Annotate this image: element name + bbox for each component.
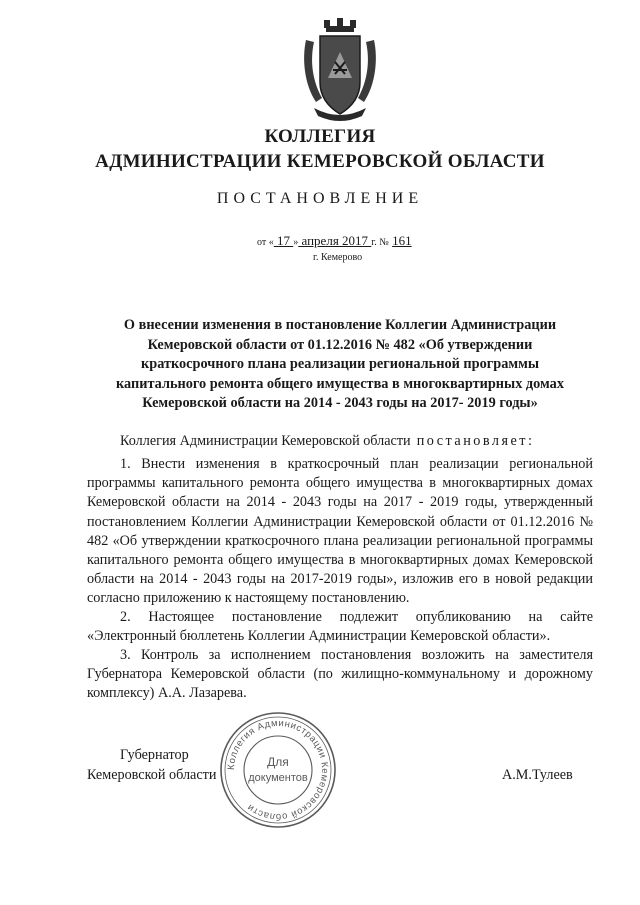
date-day: 17	[273, 233, 294, 248]
preamble	[87, 432, 593, 451]
item-2	[87, 608, 593, 646]
official-seal	[218, 710, 338, 830]
item-3-text: 3. Контроль за исполнением постановления возложить на заместителя Губернатора Кемеровской области (по жилищно-коммунальному и дорожному комплексу) А.А. Лазарева.	[87, 647, 593, 702]
svg-text:Коллегия Администрации Кемеров	[226, 718, 330, 822]
seal-center-line2: документов	[248, 772, 308, 784]
org-name-line2: АДМИНИСТРАЦИИ КЕМЕРОВСКОЙ ОБЛАСТИ	[95, 151, 545, 172]
item-2-text: 2. Настоящее постановление подлежит опубликованию на сайте «Электронный бюллетень Коллегии Администрации Кемеровской области».	[87, 609, 593, 645]
preamble-verb: постановляет:	[410, 433, 535, 449]
date-line	[257, 233, 412, 249]
document-number: 161	[392, 233, 412, 248]
item-1-text: 1. Внести изменения в краткосрочный план реализации региональной программы капитального ремонта общего имущества в многоквартирных домах Кемеровской области на 2014 - 2043 годы на 2017 - 2019 годы, утвержденный постановлением Коллегии Администрации Кемеровской области от 01.12.2016 № 482 «Об утверждении краткосрочного плана реализации региональной программы капитального ремонта общего имущества в многоквартирных домах Кемеровской области на 2014 - 2043 годы на 2017-2019 годы», изложив его в новой редакции согласно приложению к настоящему постановлению.	[87, 456, 593, 607]
number-label: №	[376, 237, 389, 248]
item-1	[87, 455, 593, 609]
city: г. Кемерово	[313, 252, 363, 263]
date-year-suffix: г.	[371, 237, 377, 248]
signer-name: А.М.Тулеев	[502, 767, 573, 783]
signer-title: Губернатор	[120, 747, 189, 763]
date-prefix: от «	[257, 237, 274, 248]
document-subject: О внесении изменения в постановление Коллегии Администрации Кемеровской области от 01.12.2016 № 482 «Об утверждении краткосрочного плана реализации региональной программы капитального ремонта общего имущества в многоквартирных домах Кемеровской области на 2014 - 2043 годы на 2017- 2019 годы»	[116, 317, 564, 411]
date-mid: »	[293, 237, 299, 248]
document-type: ПОСТАНОВЛЕНИЕ	[216, 190, 424, 207]
seal-ring-text: Коллегия Администрации Кемеровской области	[225, 717, 331, 823]
seal-center-line1: Для	[267, 755, 289, 769]
preamble-text: Коллегия Администрации Кемеровской области	[120, 433, 411, 449]
org-name-line1: КОЛЛЕГИЯ	[264, 126, 376, 147]
date-month-year: апреля 2017	[298, 233, 372, 248]
item-3	[87, 646, 593, 704]
coat-of-arms-emblem	[300, 18, 380, 122]
signer-region: Кемеровской области	[87, 767, 217, 783]
